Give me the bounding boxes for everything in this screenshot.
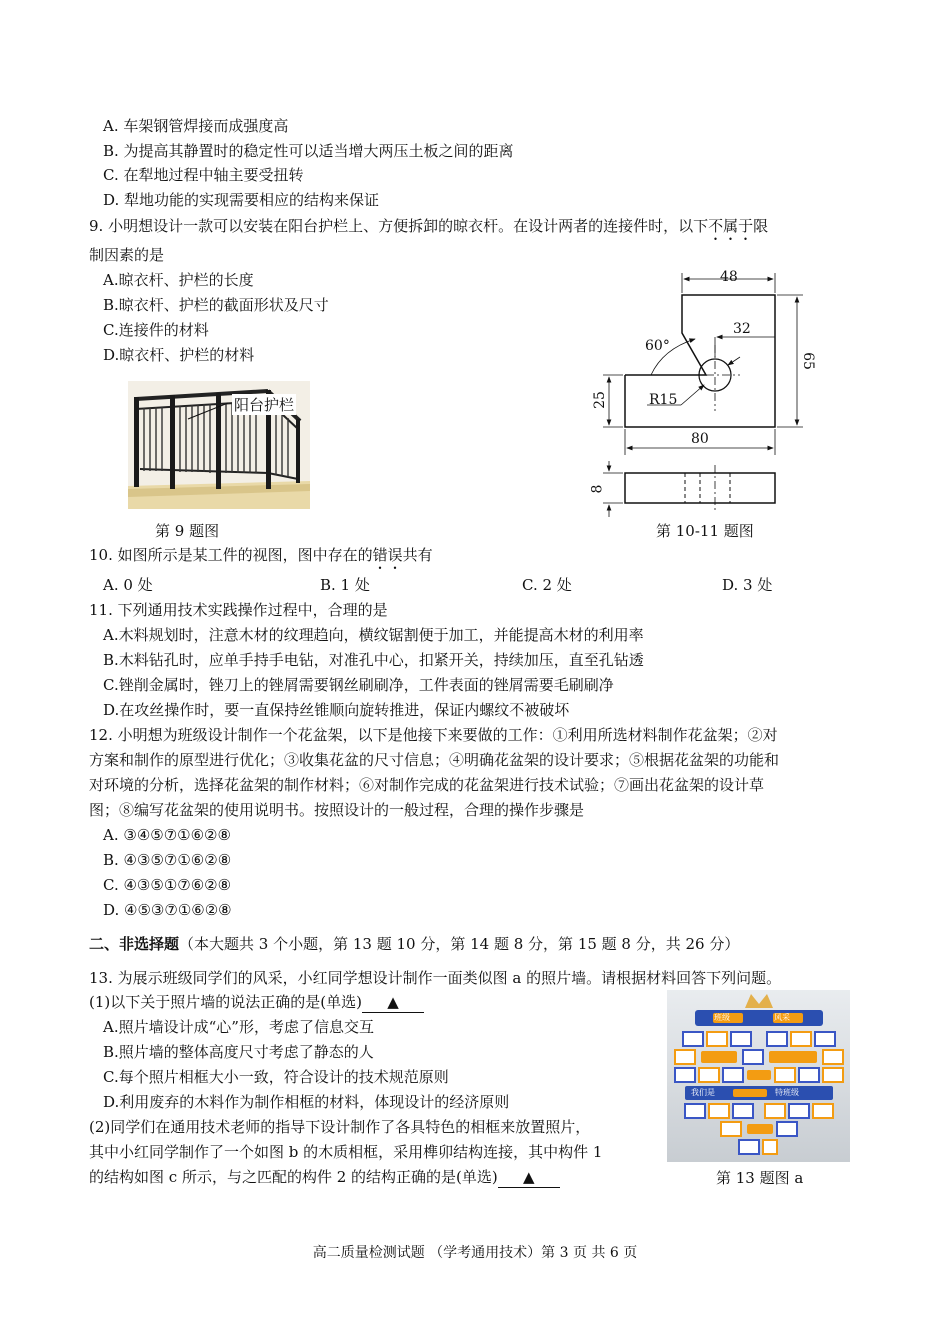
dim-r15: R15 [649,392,678,408]
q10-11-caption: 第 10-11 题图 [656,522,754,540]
q8-option-b: B. 为提高其静置时的稳定性可以适当增大两压土板之间的距离 [103,142,514,160]
dim-65: 65 [799,352,816,370]
q13-sub1-option-c: C.每个照片相框大小一致，符合设计的技术规范原则 [103,1068,449,1086]
dim-48: 48 [720,269,738,285]
q8-option-d: D. 犁地功能的实现需要相应的结构来保证 [103,191,380,209]
section2-note: （本大题共 3 个小题，第 13 题 10 分，第 14 题 8 分，第 15 题 8 分，共 26 分） [179,935,740,953]
q11-option-d: D.在攻丝操作时，要一直保持丝锥顺向旋转推进，保证内螺纹不被破坏 [103,701,570,719]
q13-sub2-line2: 其中小红同学制作了一个如图 b 的木质相框，采用榫卯结构连接，其中构件 1 [89,1143,603,1161]
q13-sub1-option-a: A.照片墙设计成“心”形，考虑了信息交互 [103,1018,374,1036]
q8-option-c: C. 在犁地过程中轴主要受扭转 [103,166,304,184]
workpiece-drawing [585,265,825,530]
dim-32: 32 [733,321,751,337]
q9-emphasis: 不属于 [708,217,754,235]
section2-heading [89,934,739,954]
section2-title: 二、非选择题 [89,935,180,953]
q10-option-a: A. 0 处 [103,576,153,594]
q13-caption: 第 13 题图 a [716,1169,804,1187]
q13-sub2-line3: 的结构如图 c 所示，与之匹配的构件 2 的结构正确的是(单选) ▲ [89,1167,560,1188]
q12-option-a: A. ③④⑤⑦①⑥②⑧ [103,826,231,844]
q9-option-c: C.连接件的材料 [103,321,209,339]
dim-8: 8 [589,484,606,494]
q13-sub1-option-d: D.利用废弃的木料作为制作相框的材料，体现设计的经济原则 [103,1093,510,1111]
q10-option-b: B. 1 处 [320,576,370,594]
q13-sub1: (1)以下关于照片墙的说法正确的是(单选) ▲ [89,992,424,1013]
q12-stem-line4: 图；⑧编写花盆架的使用说明书。按照设计的一般过程，合理的操作步骤是 [89,801,585,819]
q13-sub2-blank[interactable]: ▲ [498,1167,560,1188]
q9-stem-line2: 制因素的是 [89,246,165,264]
q11-stem: 11. 下列通用技术实践操作过程中，合理的是 [89,601,388,619]
q11-option-a: A.木料规划时，注意木材的纹理趋向，横纹锯割便于加工，并能提高木材的利用率 [103,626,644,644]
q9-option-d: D.晾衣杆、护栏的材料 [103,346,255,364]
q10-stem: 10. 如图所示是某工件的视图，图中存在的错误共有 [89,546,433,564]
photo-wall-slogan-text-2: 特班级 [775,1088,799,1097]
balcony-railing-figure [128,381,310,509]
q9-option-b: B.晾衣杆、护栏的截面形状及尺寸 [103,296,329,314]
dim-60-degree: 60° [645,338,670,354]
q12-option-d: D. ④⑤③⑦①⑥②⑧ [103,901,232,919]
q13-sub1-option-b: B.照片墙的整体高度尺寸考虑了静态的人 [103,1043,374,1061]
q12-option-c: C. ④③⑤①⑦⑥②⑧ [103,876,232,894]
page-footer: 高二质量检测试题 （学考通用技术）第 3 页 共 6 页 [312,1245,638,1261]
dim-80: 80 [691,431,709,447]
railing-label: 阳台护栏 [234,396,295,414]
q12-stem-line2: 方案和制作的原型进行优化；③收集花盆的尺寸信息；④明确花盆架的设计要求；⑤根据花盆架的功能和 [89,751,780,769]
photo-wall-banner-text-2: 风采 [774,1013,790,1022]
q8-option-a: A. 车架钢管焊接而成强度高 [103,117,289,135]
q12-stem-line1: 12. 小明想为班级设计制作一个花盆架，以下是他接下来要做的工作：①利用所选材料制作花盆架；②对 [89,726,778,744]
q9-option-a: A.晾衣杆、护栏的长度 [103,271,254,289]
q13-sub2-line1: (2)同学们在通用技术老师的指导下设计制作了各具特色的相框来放置照片， [89,1118,591,1136]
q10-option-d: D. 3 处 [722,576,773,594]
q10-emphasis: 错误 [372,546,403,564]
q13-sub1-blank[interactable]: ▲ [362,992,424,1013]
q11-option-b: B.木料钻孔时，应单手持手电钻，对准孔中心，扣紧开关，持续加压，直至孔钻透 [103,651,644,669]
q9-caption: 第 9 题图 [155,522,220,540]
q11-option-c: C.锉削金属时，锉刀上的锉屑需要钢丝刷刷净，工件表面的锉屑需要毛刷刷净 [103,676,614,694]
photo-wall-figure [667,990,850,1162]
q12-option-b: B. ④③⑤⑦①⑥②⑧ [103,851,232,869]
q13-stem: 13. 为展示班级同学们的风采，小红同学想设计制作一面类似图 a 的照片墙。请根据材料回答下列问题。 [89,969,782,987]
q9-stem: 9. 小明想设计一款可以安装在阳台护栏上、方便拆卸的晾衣杆。在设计两者的连接件时，以下不属于限 [89,217,769,235]
photo-wall-slogan-text-1: 我们是 [691,1088,715,1097]
q10-option-c: C. 2 处 [522,576,572,594]
photo-wall-banner-text-1: 班级 [714,1013,730,1022]
dim-25: 25 [591,391,608,409]
q12-stem-line3: 对环境的分析，选择花盆架的制作材料；⑥对制作完成的花盆架进行技术试验；⑦画出花盆架的设计草 [89,776,765,794]
